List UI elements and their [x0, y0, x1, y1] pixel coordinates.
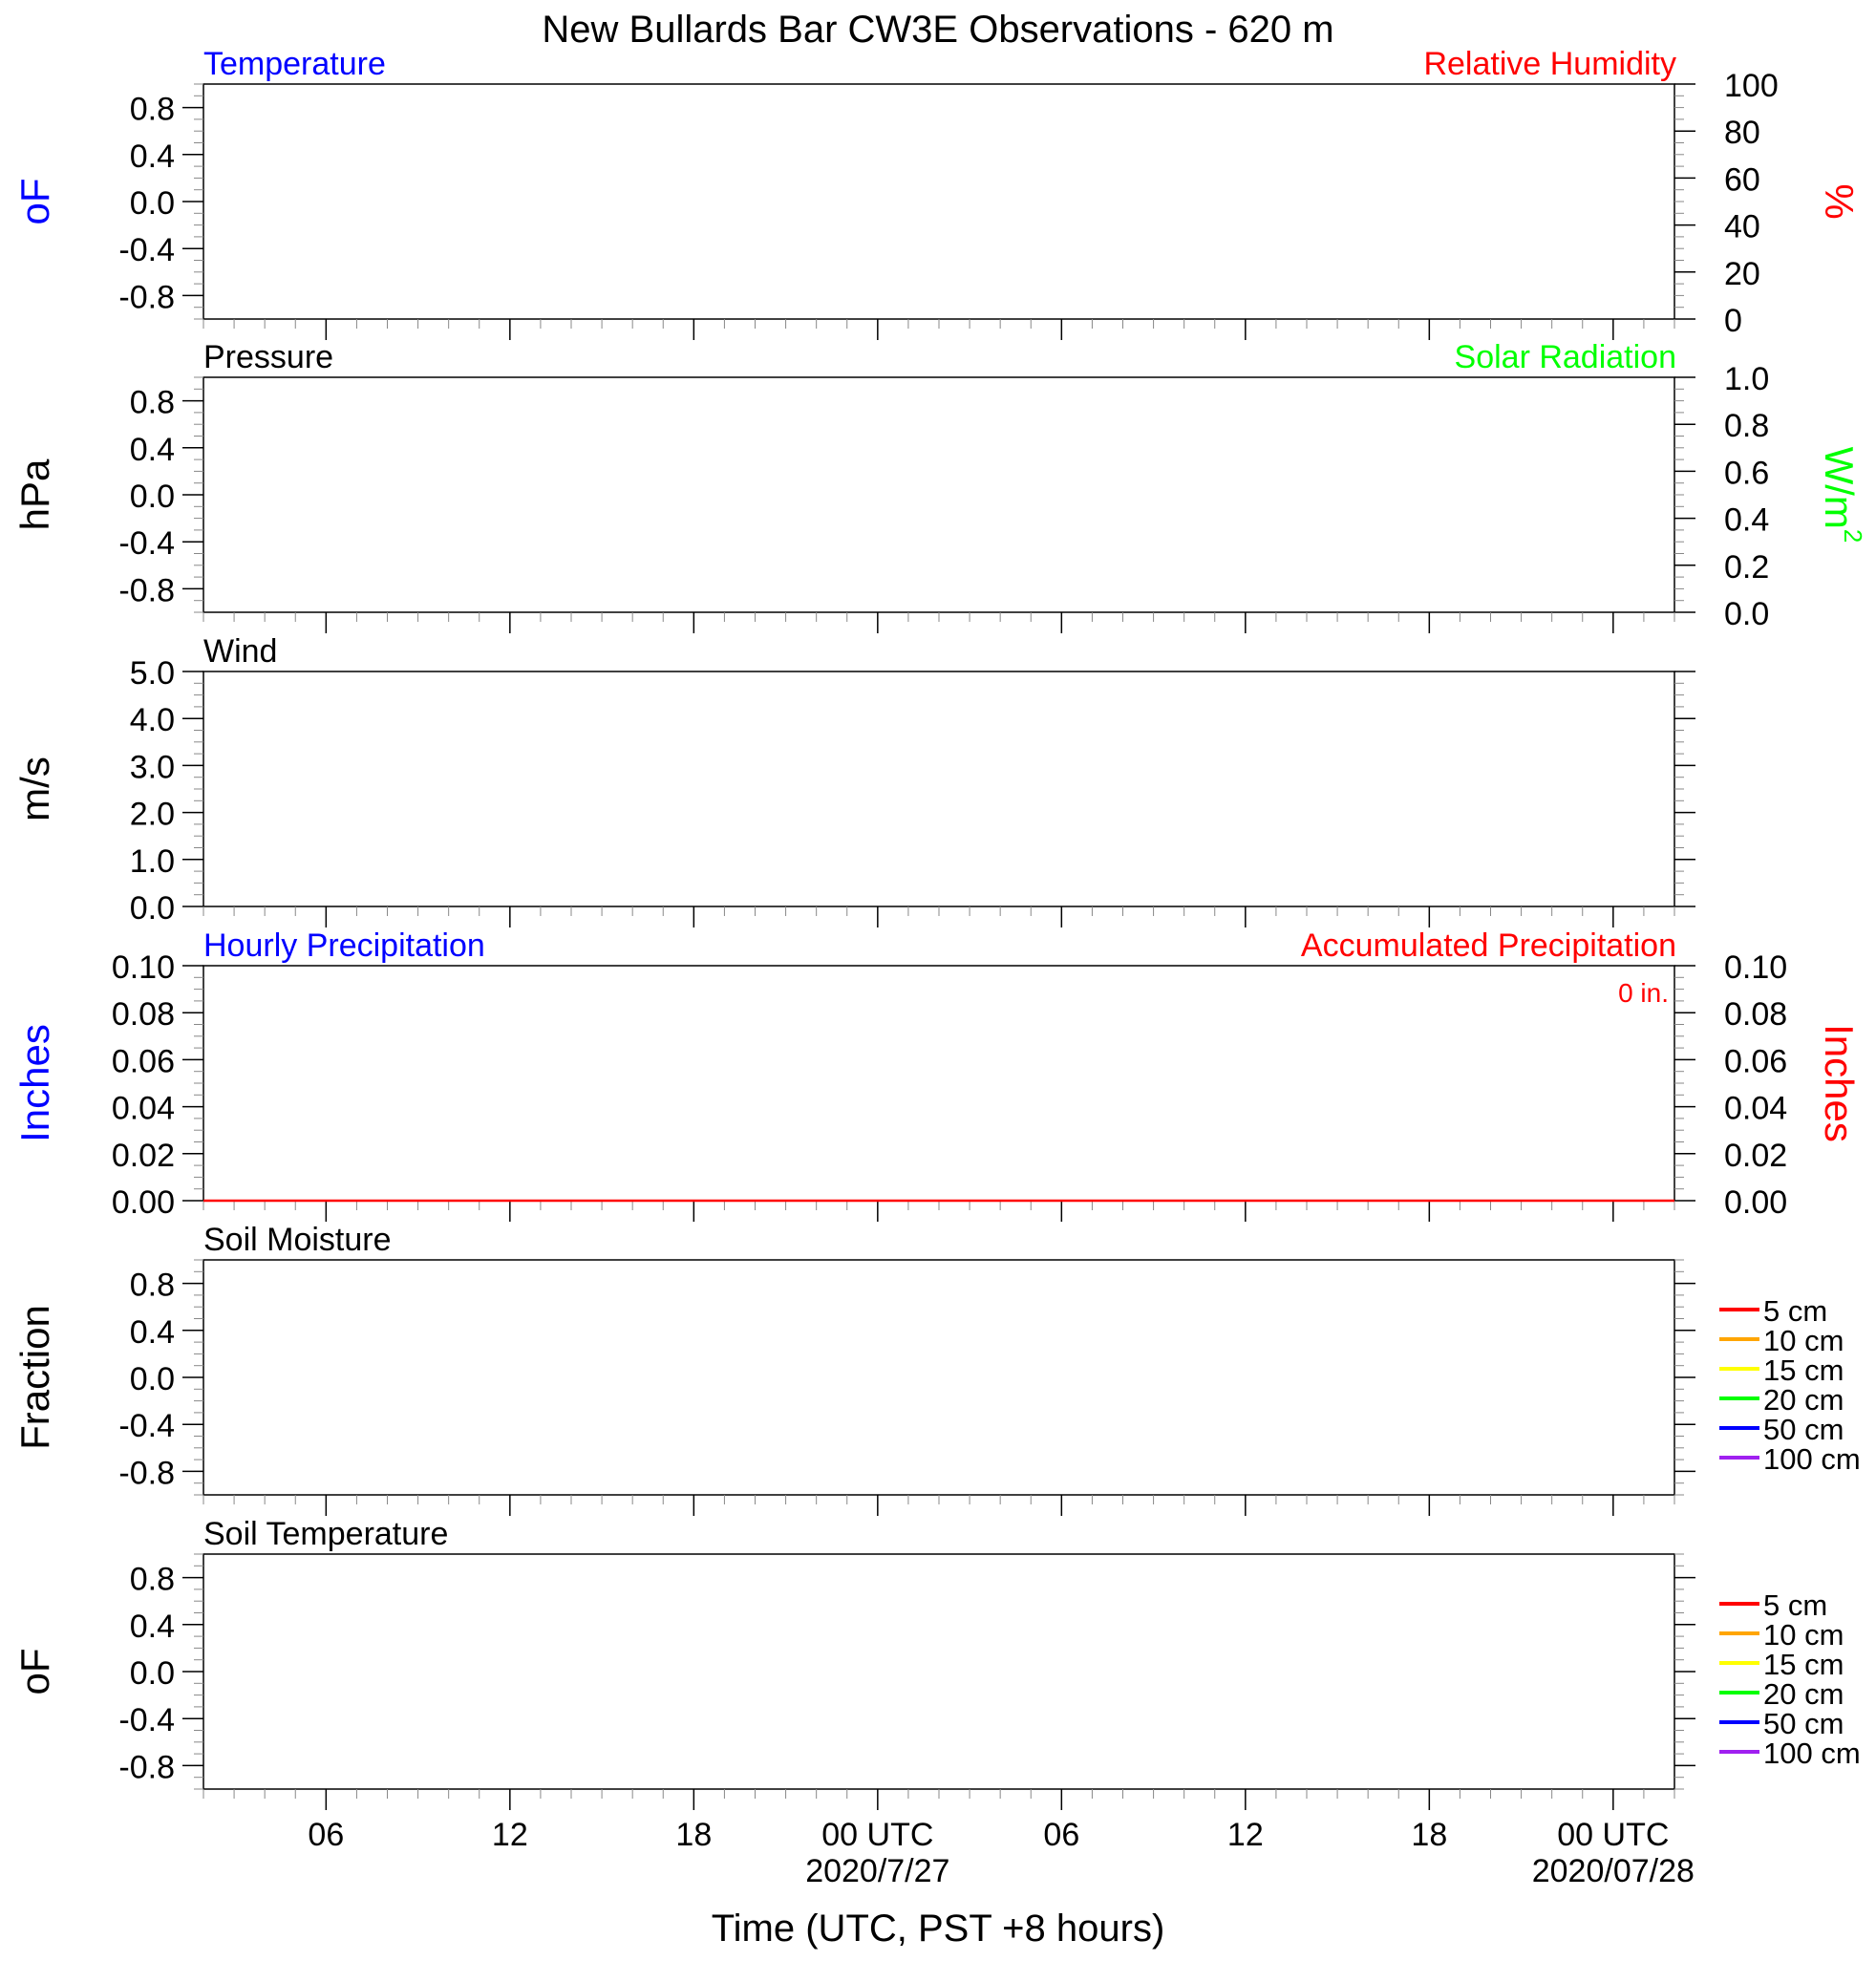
- y-tick-label: -0.4: [118, 232, 175, 269]
- panel-left-title: Wind: [203, 633, 278, 670]
- x-tick-label: 12: [1226, 1817, 1264, 1853]
- x-axis-label: Time (UTC, PST +8 hours): [711, 1908, 1165, 1950]
- y-tick-label: 0.4: [129, 1313, 175, 1351]
- accumulated-total: 0 in.: [1618, 978, 1669, 1008]
- y2-axis-label: Inches: [1816, 1024, 1862, 1142]
- y-axis-label: oF: [12, 1648, 58, 1695]
- legend: [1719, 1588, 1861, 1770]
- y-tick-label: 1.0: [129, 842, 175, 880]
- y-tick-label: 0.8: [129, 384, 175, 421]
- y-axis-label: Fraction: [12, 1305, 58, 1450]
- plot-frame: [203, 377, 1674, 612]
- y2-tick-label: 0.02: [1724, 1137, 1788, 1174]
- panel-right-title: Relative Humidity: [1423, 46, 1676, 82]
- y2-axis-label: %: [1816, 183, 1862, 220]
- y-tick-label: 0.0: [129, 479, 175, 515]
- time-axis-labels: [308, 1817, 1695, 1889]
- y-tick-label: 0.0: [129, 185, 175, 222]
- y2-axis-label: $W/m^2$: [1816, 446, 1868, 544]
- y-axis-label: hPa: [12, 458, 58, 531]
- legend-label: 50 cm: [1763, 1413, 1844, 1446]
- legend-label: 10 cm: [1763, 1324, 1844, 1357]
- y-tick-label: -0.8: [118, 1749, 175, 1786]
- y-tick-label: 0.4: [129, 1608, 175, 1645]
- y-axis-label: m/s: [12, 757, 58, 821]
- y-tick-label: 0.0: [129, 890, 175, 927]
- y-tick-label: 0.08: [111, 996, 175, 1034]
- x-tick-label: 06: [1043, 1817, 1080, 1853]
- y-tick-label: 2.0: [129, 796, 175, 833]
- panel-2: [12, 339, 1867, 633]
- panel-left-title: Hourly Precipitation: [203, 927, 485, 964]
- y-tick-label: 5.0: [129, 655, 175, 692]
- x-tick-date: 2020/07/28: [1531, 1853, 1695, 1889]
- y2-tick-label: 0.00: [1724, 1184, 1788, 1221]
- legend-label: 5 cm: [1763, 1294, 1828, 1328]
- y2-tick-label: 0.08: [1724, 996, 1788, 1034]
- y-tick-label: -0.8: [118, 572, 175, 609]
- y2-tick-label: 0.2: [1724, 548, 1770, 586]
- y-tick-label: 0.4: [129, 431, 175, 468]
- legend-label: 100 cm: [1763, 1442, 1861, 1476]
- y-tick-label: 3.0: [129, 749, 175, 786]
- y2-tick-label: 40: [1724, 208, 1760, 245]
- legend-label: 100 cm: [1763, 1737, 1861, 1770]
- plot-frame: [203, 1554, 1674, 1789]
- x-tick-label: 06: [308, 1817, 345, 1853]
- panel-right-title: Solar Radiation: [1454, 339, 1676, 375]
- plot-frame: [203, 966, 1674, 1201]
- figure-title: New Bullards Bar CW3E Observations - 620 m: [542, 9, 1334, 51]
- y-tick-label: 0.04: [111, 1090, 175, 1127]
- legend-label: 50 cm: [1763, 1707, 1844, 1740]
- y-tick-label: -0.8: [118, 1455, 175, 1492]
- plot-frame: [203, 84, 1674, 319]
- y-tick-label: 0.8: [129, 91, 175, 128]
- panel-right-title: Accumulated Precipitation: [1300, 927, 1676, 964]
- x-tick-label: 00 UTC: [821, 1817, 934, 1853]
- panel-1: [12, 46, 1862, 340]
- x-tick-label: 18: [675, 1817, 713, 1853]
- plot-frame: [203, 1260, 1674, 1495]
- y2-tick-label: 100: [1724, 68, 1779, 104]
- y-tick-label: 4.0: [129, 702, 175, 739]
- x-tick-label: 18: [1411, 1817, 1448, 1853]
- y-tick-label: 0.02: [111, 1137, 175, 1174]
- legend-label: 10 cm: [1763, 1618, 1844, 1652]
- y2-tick-label: 0.04: [1724, 1090, 1788, 1127]
- legend-label: 20 cm: [1763, 1383, 1844, 1417]
- y2-tick-label: 0.10: [1724, 949, 1788, 986]
- y-tick-label: 0.0: [129, 1655, 175, 1692]
- y-tick-label: 0.00: [111, 1184, 175, 1221]
- x-tick-label: 00 UTC: [1557, 1817, 1670, 1853]
- legend-label: 15 cm: [1763, 1354, 1844, 1387]
- panel-left-title: Temperature: [203, 46, 386, 82]
- legend: [1719, 1294, 1861, 1476]
- y-tick-label: 0.8: [129, 1267, 175, 1304]
- y2-tick-label: 0.4: [1724, 501, 1770, 539]
- y-tick-label: -0.4: [118, 1408, 175, 1445]
- y2-tick-label: 1.0: [1724, 361, 1770, 397]
- panel-4: [12, 927, 1862, 1222]
- y2-tick-label: 0.8: [1724, 408, 1770, 445]
- y-tick-label: 0.4: [129, 138, 175, 175]
- panels: [12, 46, 1867, 1810]
- y-tick-label: 0.8: [129, 1561, 175, 1598]
- y2-tick-label: 20: [1724, 255, 1760, 292]
- y2-tick-label: 60: [1724, 161, 1760, 199]
- x-tick-label: 12: [491, 1817, 528, 1853]
- y-tick-label: 0.0: [129, 1361, 175, 1397]
- y-tick-label: 0.06: [111, 1043, 175, 1080]
- panel-left-title: Soil Temperature: [203, 1516, 449, 1552]
- panel-6: [12, 1516, 1861, 1810]
- y-axis-label: Inches: [12, 1024, 58, 1142]
- y2-tick-label: 80: [1724, 115, 1760, 152]
- y-tick-label: -0.4: [118, 525, 175, 563]
- y-tick-label: -0.4: [118, 1702, 175, 1739]
- panel-3: [12, 633, 1695, 927]
- y2-tick-label: 0: [1724, 303, 1742, 339]
- panel-left-title: Soil Moisture: [203, 1222, 392, 1258]
- y-axis-label: oF: [12, 178, 58, 225]
- panel-left-title: Pressure: [203, 339, 334, 375]
- y-tick-label: -0.8: [118, 279, 175, 316]
- y2-tick-label: 0.0: [1724, 596, 1770, 632]
- panel-5: [12, 1222, 1861, 1516]
- x-tick-date: 2020/7/27: [805, 1853, 950, 1889]
- y2-tick-label: 0.06: [1724, 1043, 1788, 1080]
- y2-tick-label: 0.6: [1724, 455, 1770, 492]
- legend-label: 20 cm: [1763, 1677, 1844, 1711]
- y-tick-label: 0.10: [111, 949, 175, 986]
- legend-label: 5 cm: [1763, 1588, 1828, 1622]
- legend-label: 15 cm: [1763, 1648, 1844, 1681]
- y2-axis-label-superscript: 2: [1839, 528, 1868, 544]
- plot-frame: [203, 671, 1674, 906]
